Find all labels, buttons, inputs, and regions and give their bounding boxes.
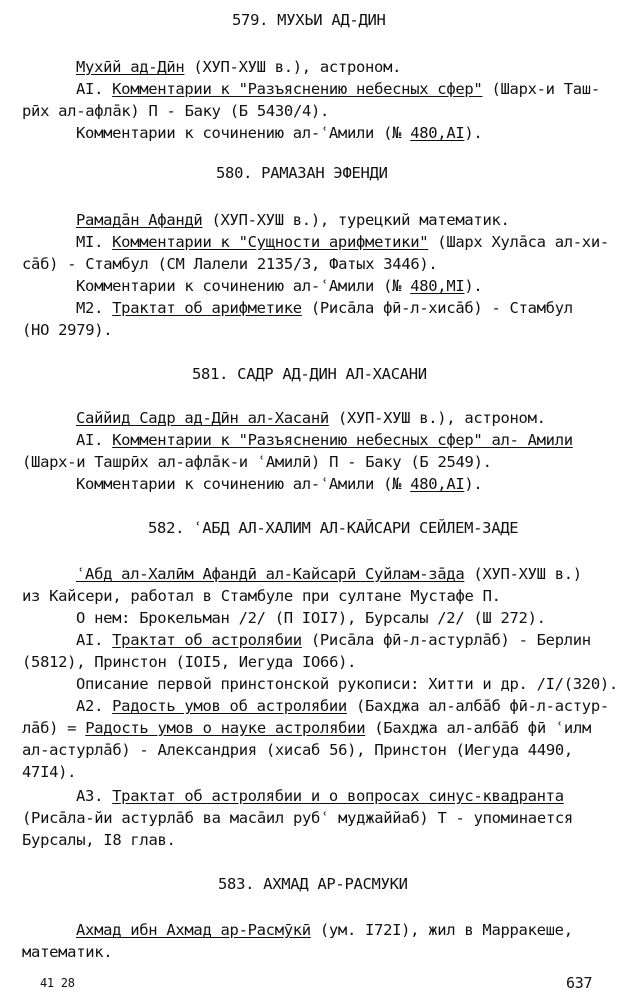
entry-line: MI. Комментарии к "Сущности арифметики" (Шарх Хулāса ал-хи- <box>76 233 609 251</box>
entry-line: Комментарии к сочинению ал-ʿАмили (№ 480,MI). <box>76 277 483 295</box>
entry-line: сāб) - Стамбул (СМ Лалели 2135/3, Фатых 3446). <box>22 255 438 273</box>
entry-line: ʿАбд ал-Халӣм Афандӣ ал-Кайсарӣ Суйлам-зāда (ХУП-ХУШ в.) <box>76 565 582 583</box>
entry-line: Бурсалы, I8 глав. <box>22 831 176 849</box>
entry-line: 47I4). <box>22 763 77 781</box>
entry-line: О нем: Брокельман /2/ (П IOI7), Бурсалы /2/ (Ш 272). <box>76 609 546 627</box>
entry-line: Описание первой принстонской рукописи: Хитти и др. /I/(320). <box>76 675 618 693</box>
entry-line: (НО 2979). <box>22 321 113 339</box>
entry-line: M2. Трактат об арифметике (Рисāла фӣ-л-хисāб) - Стамбул <box>76 299 573 317</box>
entry-line: лāб) = Радость умов о науке астролябии (Бахджа ал-албāб фӣ ʿилм <box>22 719 592 737</box>
entry-line: (Рисāла-йи астурлāб ва масāил рубʿ муджаййаб) Т - упоминается <box>22 809 573 827</box>
section-heading-580: 580. РАМАЗАН ЭФЕНДИ <box>216 164 388 182</box>
entry-line: Комментарии к сочинению ал-ʿАмили (№ 480,AI). <box>76 475 483 493</box>
section-heading-582: 582. ʿАБД АЛ-ХАЛИМ АЛ-КАЙСАРИ СЕЙЛЕМ-ЗАДЕ <box>148 519 519 537</box>
entry-line: Комментарии к сочинению ал-ʿАмили (№ 480,AI). <box>76 124 483 142</box>
footer-code: 41 28 <box>40 976 75 990</box>
section-heading-581: 581. САДР АД-ДИН АЛ-ХАСАНИ <box>192 365 427 383</box>
section-heading-579: 579. МУХЬИ АД-ДИН <box>232 11 386 29</box>
entry-line: математик. <box>22 943 113 961</box>
entry-line: Ахмад ибн Ахмад ар-Расмӯкӣ (ум. I72I), жил в Марракеше, <box>76 921 573 939</box>
entry-line: AI. Комментарии к "Разъяснению небесных сфер" ал- Амили <box>76 431 573 449</box>
entry-line: (5812), Принстон (IOI5, Иегуда IO66). <box>22 653 357 671</box>
entry-line: AI. Трактат об астролябии (Рисāла фӣ-л-астурлāб) - Берлин <box>76 631 591 649</box>
entry-line: из Кайсери, работал в Стамбуле при султане Мустафе П. <box>22 587 501 605</box>
page-number: 637 <box>566 974 593 992</box>
entry-line: Рамадāн Афандӣ (ХУП-ХУШ в.), турецкий математик. <box>76 211 510 229</box>
entry-line: ал-астурлāб) - Александрия (хисаб 56), Принстон (Иегуда 4490, <box>22 741 573 759</box>
entry-line: Саййид Садр ад-Дӣн ал-Хасанӣ (ХУП-ХУШ в.), астроном. <box>76 409 546 427</box>
section-heading-583: 583. АХМАД АР-РАСМУКИ <box>218 875 408 893</box>
entry-line: A2. Радость умов об астролябии (Бахджа ал-албāб фӣ-л-астур- <box>76 697 609 715</box>
entry-line: (Шарх-и Ташрӣх ал-афлāк-и ʿАмилӣ) П - Баку (Б 2549). <box>22 453 492 471</box>
entry-line: AI. Комментарии к "Разъяснению небесных сфер" (Шарх-и Таш- <box>76 80 600 98</box>
entry-line: Мухӣй ад-Дӣн (ХУП-ХУШ в.), астроном. <box>76 58 402 76</box>
entry-line: рӣх ал-афлāк) П - Баку (Б 5430/4). <box>22 102 330 120</box>
entry-line: A3. Трактат об астролябии и о вопросах синус-квадранта <box>76 787 564 805</box>
